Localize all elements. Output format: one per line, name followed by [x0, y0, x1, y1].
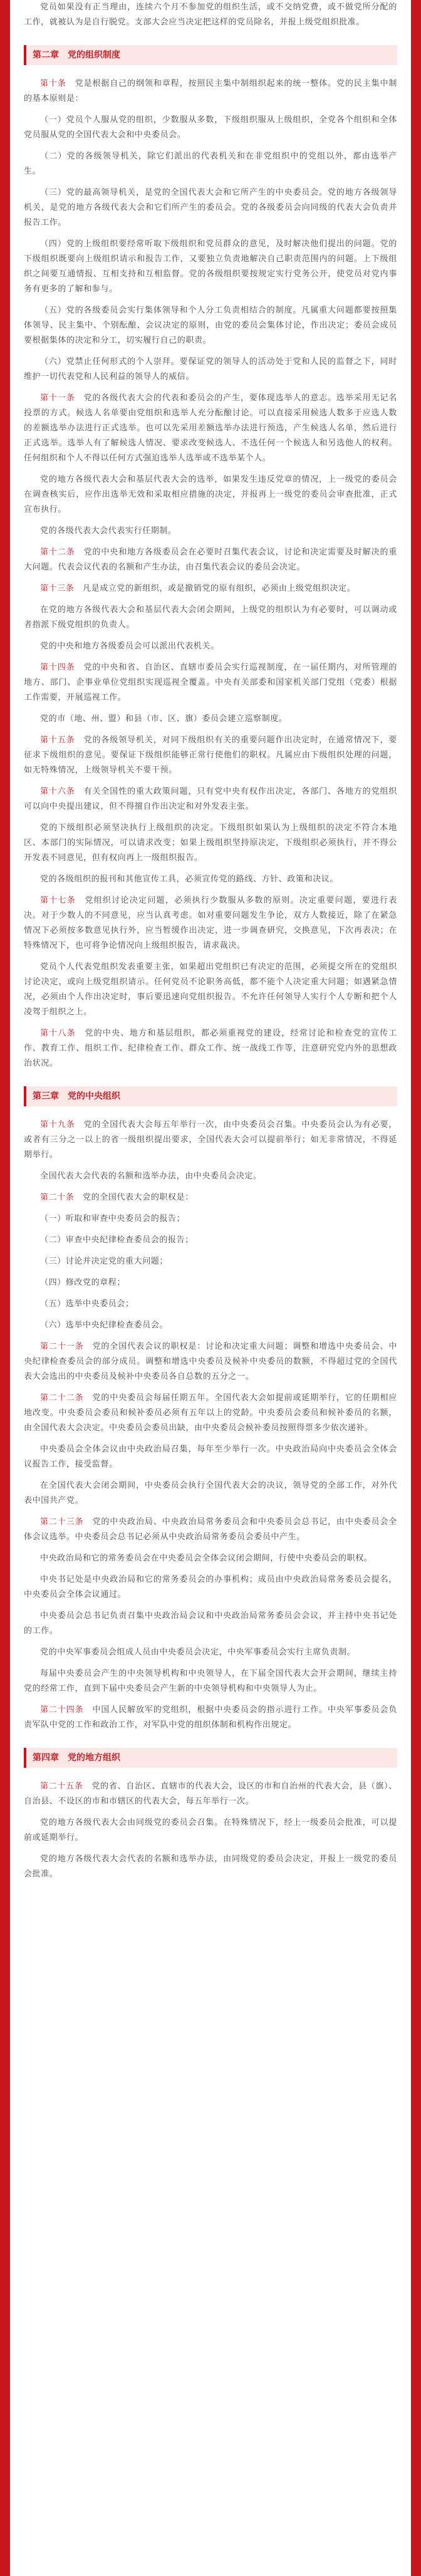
paragraph-text: （六）党禁止任何形式的个人崇拜。要保证党的领导人的活动处于党和人民的监督之下，同时维护一切代表党和人民利益的领导人的威信。 — [24, 357, 397, 382]
paragraph-text: 党的地方各级代表大会代表的名额和选举办法，由同级党的委员会决定，并报上一级党的委员会批准。 — [24, 1854, 397, 1879]
paragraph-text: 党的全国代表大会的职权是： — [83, 1193, 194, 1202]
chapters-container — [24, 45, 397, 1882]
paragraph-text: （三）党的最高领导机关，是党的全国代表大会和它所产生的中央委员会。党的地方各级领导机关，是党的地方各级代表大会和它们所产生的委员会。党的各级委员会向同级的代表大会负责并报告工作。 — [24, 188, 397, 227]
intro-paragraph — [24, 0, 397, 30]
paragraph-text: 中国人民解放军的党组织，根据中央委员会的指示进行工作。中央军事委员会负责军队中党的工作和政治工作，对军队中党的组织体制和机构作出规定。 — [24, 1705, 397, 1730]
clause-paragraph — [24, 1645, 397, 1660]
paragraph-text: 有关全国性的重大政策问题，只有党中央有权作出决定，各部门、各地方的党组织可以向中央提出建议，但不得擅自作出决定和对外发表主张。 — [24, 787, 397, 811]
article-content — [10, 0, 411, 1882]
paragraph-text: （二）审查中央纪律检查委员会的报告； — [40, 1235, 194, 1245]
article-paragraph — [24, 1118, 397, 1163]
article-page — [10, 0, 411, 2576]
paragraph-text: （一）听取和审查中央委员会的报告； — [40, 1214, 185, 1223]
clause-paragraph — [24, 1551, 397, 1566]
paragraph-text: 党的各级代表大会的代表和委员会的产生，要体现选举人的意志。选举采用无记名投票的方式。候选人名单要由党组织和选举人充分酝酿讨论。可以直接采用候选人数多于应选人数的差额选举办法进行正式选举。也可以先采用差额选举办法进行预选，产生候选人名单，然后进行正式选举。选举人有了解候选人情况、要求改变候选人、不选任何一个候选人和另选他人的权利。任何组织和个人不得以任何方式强迫选举人选举或不选举某个人。 — [24, 393, 397, 463]
clause-paragraph — [24, 1254, 397, 1269]
paragraph-text: 党的地方各级代表大会由同级党的委员会召集。在特殊情况下，经上一级委员会批准，可以提前或延期举行。 — [24, 1818, 397, 1842]
paragraph-text: （二）党的各级领导机关，除它们派出的代表机关和在非党组织中的党组以外，都由选举产生。 — [24, 152, 397, 176]
paragraph-text: 党的下级组织必须坚决执行上级组织的决定。下级组织如果认为上级组织的决定不符合本地区、本部门的实际情况，可以请求改变；如果上级组织坚持原决定，下级组织必须执行，并不得公开发表不同意见，但有权向再上一级组织报告。 — [24, 823, 397, 863]
clause-paragraph — [24, 1233, 397, 1248]
clause-paragraph — [24, 712, 397, 727]
paragraph-text: 党的中央军事委员会组成人员由中央委员会决定，中央军事委员会实行主席负责制。 — [40, 1648, 356, 1657]
paragraph-text: 党员个人代表党组织发表重要主张，如果超出党组织已有决定的范围，必须提交所在的党组织讨论决定，或向上级党组织请示。任何党员不论职务高低，都不能个人决定重大问题；如遇紧急情况，必须由个人作出决定时，事后要迅速向党组织报告。不允许任何领导人实行个人专断和把个人凌驾于组织之上。 — [24, 962, 397, 1017]
paragraph-text: （五）党的各级委员会实行集体领导和个人分工负责相结合的制度。凡属重大问题都要按照集体领导、民主集中、个别酝酿、会议决定的原则，由党的委员会集体讨论，作出决定；委员会成员要根据集体的决定和分工，切实履行自己的职责。 — [24, 306, 397, 345]
article-paragraph — [24, 733, 397, 778]
article-paragraph — [24, 1779, 397, 1809]
paragraph-text: 党的中央、地方和基层组织，都必须重视党的建设，经常讨论和检查党的宣传工作、教育工作、组织工作、纪律检查工作、群众工作、统一战线工作等，注意研究党内外的思想政治状况。 — [24, 1029, 397, 1068]
chapter-title: 第二章 党的组织制度 — [33, 50, 120, 60]
article-number: 第十二条 — [40, 548, 75, 557]
paragraph-text: 党的市（地、州、盟）和县（市、区、旗）委员会建立巡察制度。 — [40, 714, 288, 724]
paragraph-text: 党的全国代表会议的职权是：讨论和决定重大问题；调整和增选中央委员会、中央纪律检查委员会的部分成员。调整和增选中央委员及候补中央委员的数额，不得超过党的全国代表大会选出的中央委员及候补中央委员各自总数的五分之一。 — [24, 1342, 397, 1381]
article-number: 第二十二条 — [40, 1393, 84, 1403]
clause-paragraph — [24, 237, 397, 297]
clause-paragraph — [24, 1609, 397, 1639]
clause-paragraph — [24, 960, 397, 1020]
chapter-heading — [24, 1086, 397, 1106]
paragraph-text: 在全国代表大会闭会期间，中央委员会执行全国代表大会的决议，领导党的全部工作，对外代表中国共产党。 — [24, 1481, 397, 1505]
article-number: 第十四条 — [40, 663, 75, 672]
article-paragraph — [24, 391, 397, 466]
article-paragraph — [24, 581, 397, 596]
clause-paragraph — [24, 1169, 397, 1184]
chapter-heading — [24, 1748, 397, 1768]
article-paragraph — [24, 545, 397, 575]
paragraph-text: 全国代表大会代表的名额和选举办法，由中央委员会决定。 — [40, 1171, 262, 1181]
paragraph-text: 中央政治局和它的常务委员会在中央委员会全体会议闭会期间，行使中央委员会的职权。 — [40, 1554, 373, 1563]
clause-paragraph — [24, 149, 397, 179]
clause-paragraph — [24, 524, 397, 539]
clause-paragraph — [24, 1478, 397, 1509]
clause-paragraph — [24, 821, 397, 866]
chapter-title: 第四章 党的地方组织 — [33, 1753, 120, 1763]
paragraph-text: 凡是成立党的新组织，或是撤销党的原有组织，必须由上级党组织决定。 — [83, 584, 356, 593]
clause-paragraph — [24, 1666, 397, 1696]
article-number: 第十七条 — [40, 896, 76, 905]
article-paragraph — [24, 660, 397, 705]
clause-paragraph — [24, 1275, 397, 1291]
paragraph-text: 党的中央和地方各级委员会可以派出代表机关。 — [40, 641, 219, 651]
paragraph-text: 党的中央委员会每届任期五年。全国代表大会如提前或延期举行，它的任期相应地改变。中央委员会委员和候补委员必须有五年以上的党龄。中央委员会委员和候补委员的名额，由全国代表大会决定。中央委员会委员出缺，由中央委员会候补委员按照得票多少依次递补。 — [24, 1393, 397, 1433]
clause-paragraph — [24, 603, 397, 633]
article-paragraph — [24, 1026, 397, 1071]
paragraph-text: 党是根据自己的纲领和章程，按照民主集中制组织起来的统一整体。党的民主集中制的基本原则是： — [24, 79, 397, 103]
article-number: 第十三条 — [40, 584, 75, 593]
paragraph-text: （四）党的上级组织要经常听取下级组织和党员群众的意见，及时解决他们提出的问题。党的下级组织既要向上级组织请示和报告工作，又要独立负责地解决自己职责范围内的问题。上下级组织之间要互通情报、互相支持和互相监督。党的各级组织要按规定实行党务公开，使党员对党内事务有更多的了解和参与。 — [24, 239, 397, 294]
paragraph-text: 党的全国代表大会每五年举行一次，由中央委员会召集。中央委员会认为有必要，或者有三分之一以上的省一级组织提出要求，全国代表大会可以提前举行；如无非常情况，不得延期举行。 — [24, 1120, 397, 1160]
paragraph-text: 在党的地方各级代表大会和基层代表大会闭会期间，上级党的组织认为有必要时，可以调动或者指派下级党组织的负责人。 — [24, 605, 397, 630]
paragraph-text: 每届中央委员会产生的中央领导机构和中央领导人，在下届全国代表大会开会期间，继续主持党的经常工作，直到下届中央委员会产生新的中央领导机构和中央领导人为止。 — [24, 1669, 397, 1693]
clause-paragraph — [24, 355, 397, 385]
article-paragraph — [24, 1703, 397, 1733]
clause-paragraph — [24, 1442, 397, 1472]
article-paragraph — [24, 76, 397, 106]
paragraph-text: 党的各级组织的报刊和其他宣传工具，必须宣传党的路线、方针、政策和决议。 — [40, 875, 339, 884]
clause-paragraph — [24, 185, 397, 231]
chapter-heading — [24, 45, 397, 65]
clause-paragraph — [24, 113, 397, 143]
paragraph-text: 党组织讨论决定问题，必须执行少数服从多数的原则。决定重要问题，要进行表决。对于少数人的不同意见，应当认真考虑。如对重要问题发生争论，双方人数接近，除了在紧急情况下必须按多数意见执行外，应当暂缓作出决定，进一步调查研究，交换意见，下次再表决；在特殊情况下，也可将争论情况向上级组织报告，请求裁决。 — [24, 896, 397, 950]
paragraph-text: （四）修改党的章程； — [40, 1278, 126, 1287]
clause-paragraph — [24, 1318, 397, 1333]
clause-paragraph — [24, 303, 397, 348]
article-number: 第十一条 — [40, 393, 75, 403]
paragraph-text: 党的中央和省、自治区、直辖市委员会实行巡视制度，在一届任期内，对所管理的地方、部门、企事业单位党组织实现巡视全覆盖。中央有关部委和国家机关部门党组（党委）根据工作需要，开展巡视工作。 — [24, 663, 397, 702]
article-number: 第二十一条 — [40, 1342, 84, 1351]
clause-paragraph — [24, 472, 397, 517]
article-number: 第十八条 — [40, 1029, 76, 1038]
clause-paragraph — [24, 639, 397, 654]
paragraph-text: （一）党员个人服从党的组织，少数服从多数，下级组织服从上级组织，全党各个组织和全体党员服从党的全国代表大会和中央委员会。 — [24, 115, 397, 140]
paragraph-text: （三）讨论并决定党的重大问题； — [40, 1257, 169, 1266]
clause-paragraph — [24, 1212, 397, 1227]
paragraph-text: 党的省、自治区、直辖市的代表大会，设区的市和自治州的代表大会，县（旗）、自治县、不设区的市和市辖区的代表大会，每五年举行一次。 — [24, 1782, 397, 1806]
article-paragraph — [24, 1190, 397, 1205]
article-number: 第二十三条 — [40, 1517, 84, 1527]
paragraph-text: 党员如果没有正当理由，连续六个月不参加党的组织生活，或不交纳党费，或不做党所分配的工作，就被认为是自行脱党。支部大会应当决定把这样的党员除名，并报上级党组织批准。 — [24, 3, 397, 27]
intro-section — [24, 0, 397, 30]
paragraph-text: 党的中央政治局、中央政治局常务委员会和中央委员会总书记，由中央委员会全体会议选举。中央委员会总书记必须从中央政治局常务委员会委员中产生。 — [24, 1517, 397, 1542]
article-number: 第二十条 — [40, 1193, 75, 1202]
article-number: 第十条 — [40, 79, 66, 88]
article-paragraph — [24, 893, 397, 953]
paragraph-text: （六）选举中央纪律检查委员会。 — [40, 1321, 169, 1330]
article-paragraph — [24, 1391, 397, 1436]
clause-paragraph — [24, 1815, 397, 1846]
chapter-title: 第三章 党的中央组织 — [33, 1091, 120, 1101]
article-number: 第十五条 — [40, 735, 75, 745]
article-number: 第十九条 — [40, 1120, 75, 1130]
clause-paragraph — [24, 1572, 397, 1602]
clause-paragraph — [24, 872, 397, 887]
article-number: 第十六条 — [40, 787, 75, 796]
paragraph-text: 党的中央和地方各级委员会在必要时召集代表会议，讨论和决定需要及时解决的重大问题。代表会议代表的名额和产生办法，由召集代表会议的委员会决定。 — [24, 548, 397, 572]
article-number: 第二十五条 — [40, 1782, 83, 1791]
paragraph-text: 中央书记处是中央政治局和它的常务委员会的办事机构；成员由中央政治局常务委员会提名，中央委员会全体会议通过。 — [24, 1575, 397, 1599]
article-paragraph — [24, 1515, 397, 1545]
article-number: 第二十四条 — [40, 1705, 84, 1715]
paragraph-text: 党的地方各级代表大会和基层代表大会的选举，如果发生违反党章的情况，上一级党的委员会在调查核实后，应作出选举无效和采取相应措施的决定，并报再上一级党的委员会审查批准，正式宣布执行。 — [24, 475, 397, 514]
paragraph-text: 中央委员会总书记负责召集中央政治局会议和中央政治局常务委员会会议，并主持中央书记处的工作。 — [24, 1611, 397, 1636]
article-paragraph — [24, 784, 397, 814]
paragraph-text: （五）选举中央委员会； — [40, 1299, 134, 1309]
paragraph-text: 党的各级代表大会代表实行任期制。 — [40, 526, 177, 536]
paragraph-text: 中央委员会全体会议由中央政治局召集，每年至少举行一次。中央政治局向中央委员会全体会议报告工作，接受监督。 — [24, 1445, 397, 1469]
article-paragraph — [24, 1339, 397, 1384]
paragraph-text: 党的各级领导机关，对同下级组织有关的重要问题作出决定时，在通常情况下，要征求下级组织的意见。要保证下级组织能够正常行使他们的职权。凡属应由下级组织处理的问题，如无特殊情况，上级领导机关不要干预。 — [24, 735, 397, 775]
clause-paragraph — [24, 1852, 397, 1882]
clause-paragraph — [24, 1297, 397, 1312]
